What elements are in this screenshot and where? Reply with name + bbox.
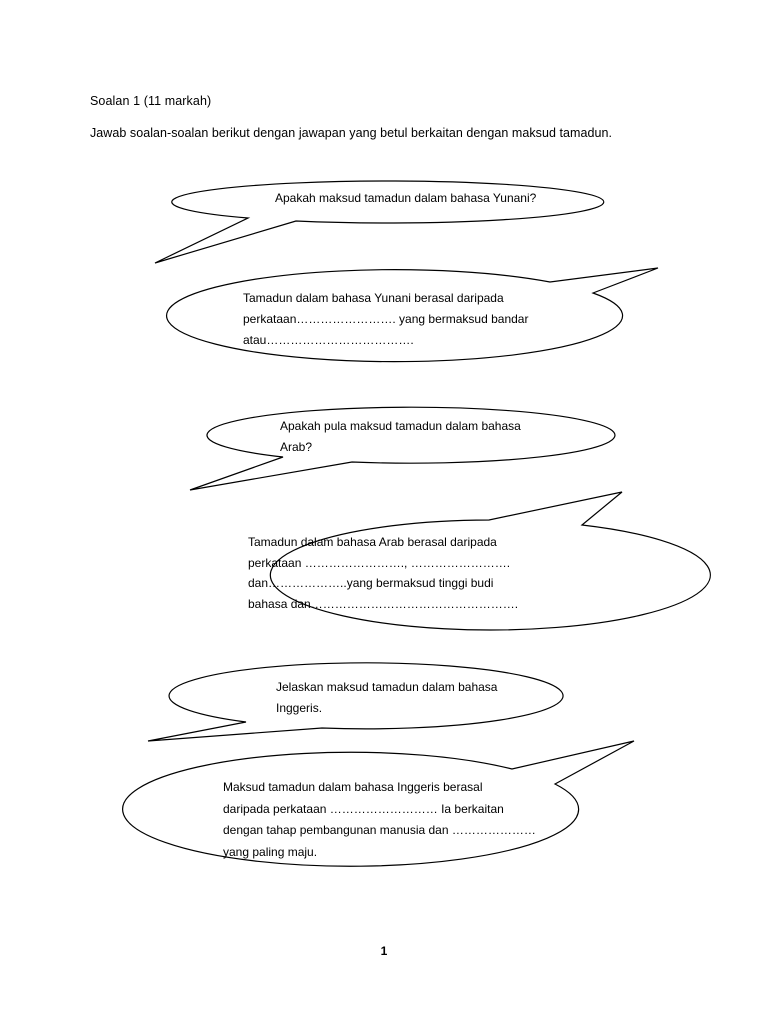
bubble-3-text [280,416,521,457]
question-instruction: Jawab soalan-soalan berikut dengan jawapan yang betul berkaitan dengan maksud tamadun. [90,126,613,140]
bubble-4-line-4: bahasa dan……………………………………………. [248,596,519,611]
bubble-5-text [276,677,497,719]
bubble-2-line-3: atau………………………………. [243,333,414,347]
page-number: 1 [380,944,388,958]
bubble-3-line-1: Apakah pula maksud tamadun dalam bahasa [280,419,521,433]
bubble-6-text [223,777,536,863]
bubble-6-line-3: dengan tahap pembangunan manusia dan ………………… [223,823,536,837]
question-heading: Soalan 1 (11 markah) [90,94,212,108]
bubble-4-line-3: dan………………..yang bermaksud tinggi budi [248,576,494,590]
bubble-2-line-2: perkataan……………………. yang bermaksud bandar [243,312,529,326]
bubble-6-line-2: daripada perkataan ……………………… Ia berkaitan [223,801,504,816]
bubble-5-line-1: Jelaskan maksud tamadun dalam bahasa [276,680,498,694]
bubble-1-line-1: Apakah maksud tamadun dalam bahasa Yunani? [275,191,537,205]
bubble-4-line-1: Tamadun dalam bahasa Arab berasal daripada [248,535,497,549]
bubble-4-line-2: perkataan ……………………., ……………………. [248,555,511,570]
bubble-1-text [275,188,536,209]
bubble-4-text [248,532,518,614]
bubble-3-line-2: Arab? [280,439,313,454]
bubble-2-line-1: Tamadun dalam bahasa Yunani berasal daripada [243,291,504,305]
bubble-2-text [243,288,528,351]
bubble-5-line-2: Inggeris. [276,701,323,715]
bubble-6-line-4: yang paling maju. [223,844,318,859]
bubble-6-line-1: Maksud tamadun dalam bahasa Inggeris berasal [223,780,483,794]
